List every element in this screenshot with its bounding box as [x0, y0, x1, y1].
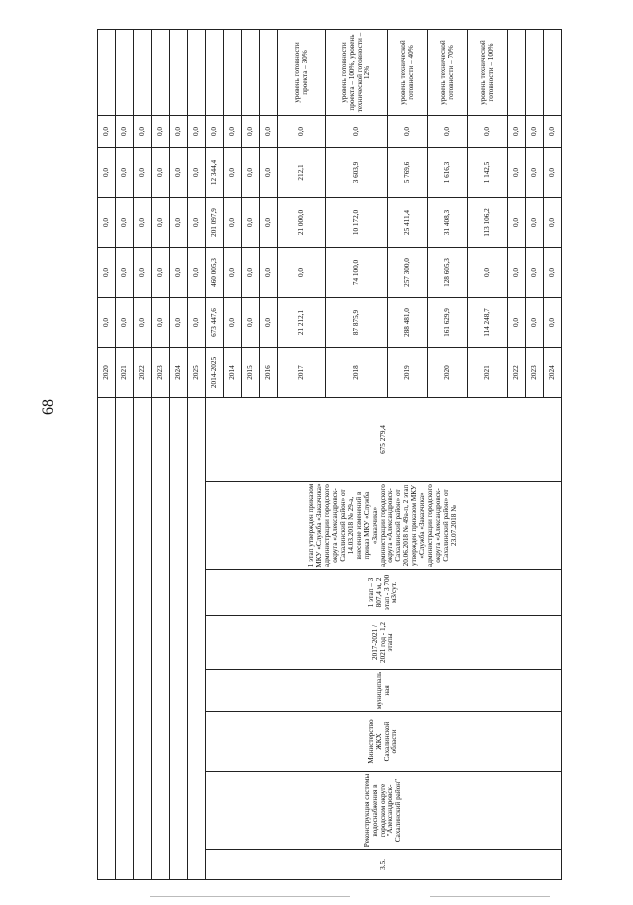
table-row: 2015 0,0 0,0 0,0 0,0 0,0 — [242, 30, 260, 880]
section-number: 3.5. — [206, 850, 562, 880]
table-row: 2020 0,0 0,0 0,0 0,0 0,0 — [98, 30, 116, 880]
table-row: 2021 0,0 0,0 0,0 0,0 0,0 — [116, 30, 134, 880]
section-cost: 675 279,4 — [206, 398, 562, 482]
section-period: 2017-2021 / 2021 год - 1,2 этапы — [206, 616, 562, 670]
table-row: 2014 0,0 0,0 0,0 0,0 0,0 — [224, 30, 242, 880]
page-number: 68 — [40, 399, 57, 415]
table-row: 3.5. Реконструкция системы водоснабжения в городском округе "Александровск-Сахалинский район" Министерство ЖКХ Сахалинской области муниципальная 2017-2021 / 2021 год - 1,2 этапы 1 этап – 3 807,4 м, 2 этап - 3 700 м3/сут. 1 этап утвержден приказом МКУ «Служба «Заказчика» администрации городского округа «Александровск-Сахалинский район» от 14.03.2018 № 29-а, внесение изменений в приказ МКУ «Служба «Заказчика» администрации городского округа «Александровск-Сахалинский район» от 20.06.2018 № 49а-п, 2 этап утвержден приказом МКУ «Служба «Заказчика» администрации городского округа «Александровск-Сахалинский район» от 23.07.2018 № 675 279,4 2014-2025 673 447,6 460 005,3 201 097,9 12 344,4 0,0 — [206, 30, 224, 880]
scan-edge-mark — [150, 896, 350, 897]
table-row: 2022 0,0 0,0 0,0 0,0 0,0 — [508, 30, 526, 880]
section-capacity: 1 этап – 3 807,4 м, 2 этап - 3 700 м3/сут. — [206, 570, 562, 616]
table-row: 2023 0,0 0,0 0,0 0,0 0,0 — [526, 30, 544, 880]
section-basis: 1 этап утвержден приказом МКУ «Служба «Заказчика» администрации городского округа «Александровск-Сахалинский район» от 14.03.2018 № 29-а, внесение изменений в приказ МКУ «Служба «Заказчика» администрации городского округа «Александровск-Сахалинский район» от 20.06.2018 № 49а-п, 2 этап утвержден приказом МКУ «Служба «Заказчика» администрации городского округа «Александровск-Сахалинский район» от 23.07.2018 № — [206, 482, 562, 570]
table-row: 2019 288 481,0 257 300,0 25 411,4 5 769,6 0,0 уровень технической готовности – 40% — [388, 30, 428, 880]
table-row: 2020 161 629,9 128 605,3 31 408,3 1 616,3 0,0 уровень технической готовности – 70% — [428, 30, 468, 880]
section-ownership: муниципальная — [206, 670, 562, 712]
table-row: 2024 0,0 0,0 0,0 0,0 0,0 — [170, 30, 188, 880]
section-customer: Министерство ЖКХ Сахалинской области — [206, 712, 562, 772]
financing-table — [97, 29, 562, 880]
table-row: 2023 0,0 0,0 0,0 0,0 0,0 — [152, 30, 170, 880]
table-row: 2021 114 248,7 0,0 113 106,2 1 142,5 0,0 уровень технической готовности – 100% — [468, 30, 508, 880]
table-row: 2024 0,0 0,0 0,0 0,0 0,0 — [544, 30, 562, 880]
table-row: 2016 0,0 0,0 0,0 0,0 0,0 — [260, 30, 278, 880]
rotated-table-wrapper — [97, 30, 556, 880]
section-name: Реконструкция системы водоснабжения в городском округе "Александровск-Сахалинский район" — [206, 772, 562, 850]
table-row: 2022 0,0 0,0 0,0 0,0 0,0 — [134, 30, 152, 880]
scan-edge-mark — [430, 896, 550, 897]
table-row: 2018 87 875,9 74 100,0 10 172,0 3 603,9 0,0 уровень готовности проекта – 100%, уровень технической готовности – 12% — [326, 30, 388, 880]
table-row: 2025 0,0 0,0 0,0 0,0 0,0 — [188, 30, 206, 880]
table-row: 2017 21 212,1 0,0 21 000,0 212,1 0,0 уровень готовности проекта – 30% — [278, 30, 326, 880]
